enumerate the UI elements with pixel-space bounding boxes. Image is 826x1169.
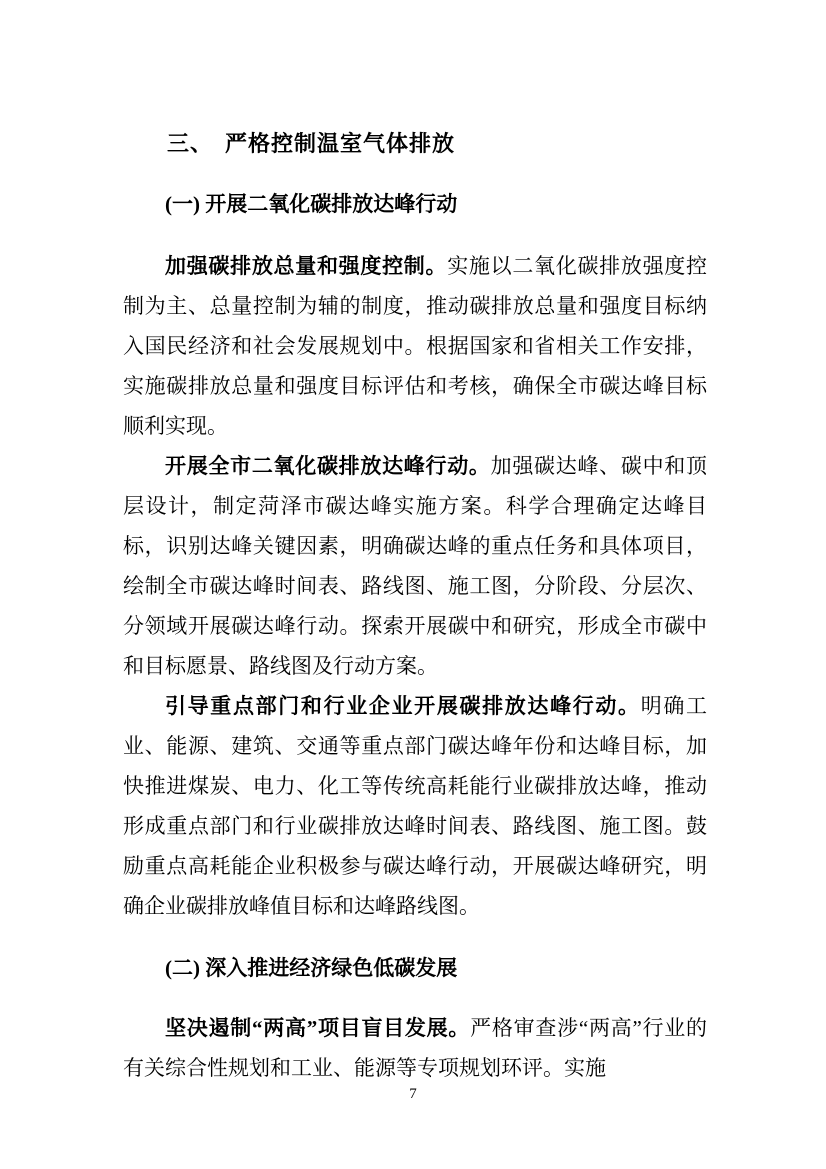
section-heading: 三、 严格控制温室气体排放: [167, 131, 456, 156]
paragraph-2-body: 加强碳达峰、碳中和顶层设计，制定菏泽市碳达峰实施方案。科学合理确定达峰目标，识别达峰关键因素，明确碳达峰的重点任务和具体项目，绘制全市碳达峰时间表、路线图、施工图，分阶段、分层次、分领域开展碳达峰行动。探索开展碳中和研究，形成全市碳中和目标愿景、路线图及行动方案。: [123, 454, 707, 678]
paragraph-1: [123, 246, 707, 446]
paragraph-3-body: 明确工业、能源、建筑、交通等重点部门碳达峰年份和达峰目标，加快推进煤炭、电力、化工等传统高耗能行业碳排放达峰，推动形成重点部门和行业碳排放达峰时间表、路线图、施工图。鼓励重点高耗能企业积极参与碳达峰行动，开展碳达峰研究，明确企业碳排放峰值目标和达峰路线图。: [123, 694, 708, 918]
document-content: [123, 124, 707, 1088]
page-number: 7: [409, 1086, 417, 1102]
paragraph-4-lead: 坚决遏制“两高”项目盲目发展。: [165, 1016, 471, 1040]
paragraph-1-lead: 加强碳排放总量和强度控制。: [165, 254, 448, 278]
paragraph-3-lead: 引导重点部门和行业企业开展碳排放达峰行动。: [165, 694, 641, 718]
paragraph-3: [123, 686, 707, 926]
paragraph-2-lead: 开展全市二氧化碳排放达峰行动。: [165, 454, 491, 478]
paragraph-1-body: 实施以二氧化碳排放强度控制为主、总量控制为辅的制度，推动碳排放总量和强度目标纳入国民经济和社会发展规划中。根据国家和省相关工作安排，实施碳排放总量和强度目标评估和考核，确保全市碳达峰目标顺利实现。: [123, 254, 708, 438]
paragraph-4: [123, 1008, 707, 1088]
page-footer: [0, 1086, 826, 1103]
subsection-heading-2: (二) 深入推进经济绿色低碳发展: [165, 956, 458, 980]
paragraph-4-body: 严格审查涉“两高”行业的有关综合性规划和工业、能源等专项规划环评。实施: [123, 1016, 707, 1080]
subsection-heading-1: (一) 开展二氧化碳排放达峰行动: [165, 192, 458, 216]
paragraph-2: [123, 446, 707, 686]
